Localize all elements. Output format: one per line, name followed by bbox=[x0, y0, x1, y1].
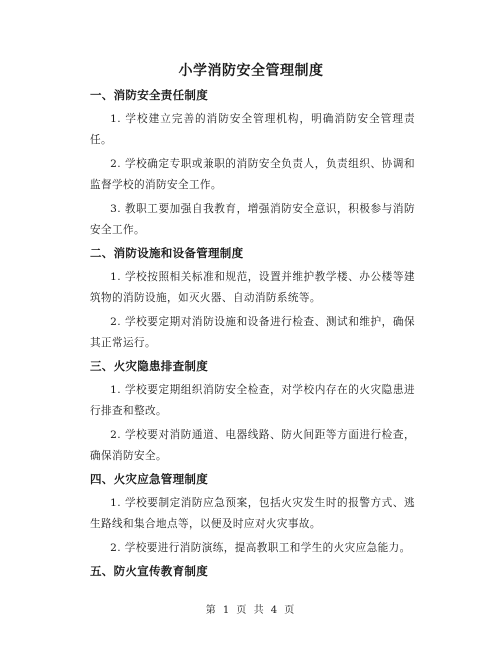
section-paragraph: 2. 学校确定专职或兼职的消防安全负责人，负责组织、协调和监督学校的消防安全工作。 bbox=[90, 158, 415, 191]
section-fire-education bbox=[90, 562, 415, 581]
section-paragraph: 2. 学校要进行消防演练，提高教职工和学生的火灾应急能力。 bbox=[110, 542, 411, 554]
section-heading: 三、火灾隐患排查制度 bbox=[90, 359, 208, 373]
section-heading: 四、火灾应急管理制度 bbox=[90, 472, 208, 486]
section-emergency-management bbox=[90, 470, 415, 559]
page-footer: 第 1 页 共 4 页 bbox=[205, 605, 297, 616]
section-heading: 一、消防安全责任制度 bbox=[90, 88, 208, 102]
section-heading: 五、防火宣传教育制度 bbox=[90, 564, 208, 578]
section-heading: 二、消防设施和设备管理制度 bbox=[90, 246, 244, 260]
section-fire-safety-responsibility bbox=[90, 86, 415, 241]
document-body bbox=[90, 86, 415, 585]
section-paragraph: 3. 教职工要加强自我教育，增强消防安全意识，积极参与消防安全工作。 bbox=[90, 203, 415, 236]
section-hazard-inspection bbox=[90, 357, 415, 467]
section-paragraph: 1. 学校建立完善的消防安全管理机构，明确消防安全管理责任。 bbox=[90, 113, 415, 146]
section-paragraph: 1. 学校要制定消防应急预案，包括火灾发生时的报警方式、逃生路线和集合地点等，以便及时应对火灾事故。 bbox=[90, 497, 415, 530]
document-title: 小学消防安全管理制度 bbox=[178, 63, 324, 79]
section-paragraph: 2. 学校要对消防通道、电器线路、防火间距等方面进行检查，确保消防安全。 bbox=[90, 429, 415, 462]
section-paragraph: 1. 学校按照相关标准和规范，设置并维护教学楼、办公楼等建筑物的消防设施，如灭火器、自动消防系统等。 bbox=[90, 271, 415, 304]
section-facilities-management bbox=[90, 244, 415, 354]
section-paragraph: 1. 学校要定期组织消防安全检查，对学校内存在的火灾隐患进行排查和整改。 bbox=[90, 384, 415, 417]
section-paragraph: 2. 学校要定期对消防设施和设备进行检查、测试和维护，确保其正常运行。 bbox=[90, 316, 415, 349]
